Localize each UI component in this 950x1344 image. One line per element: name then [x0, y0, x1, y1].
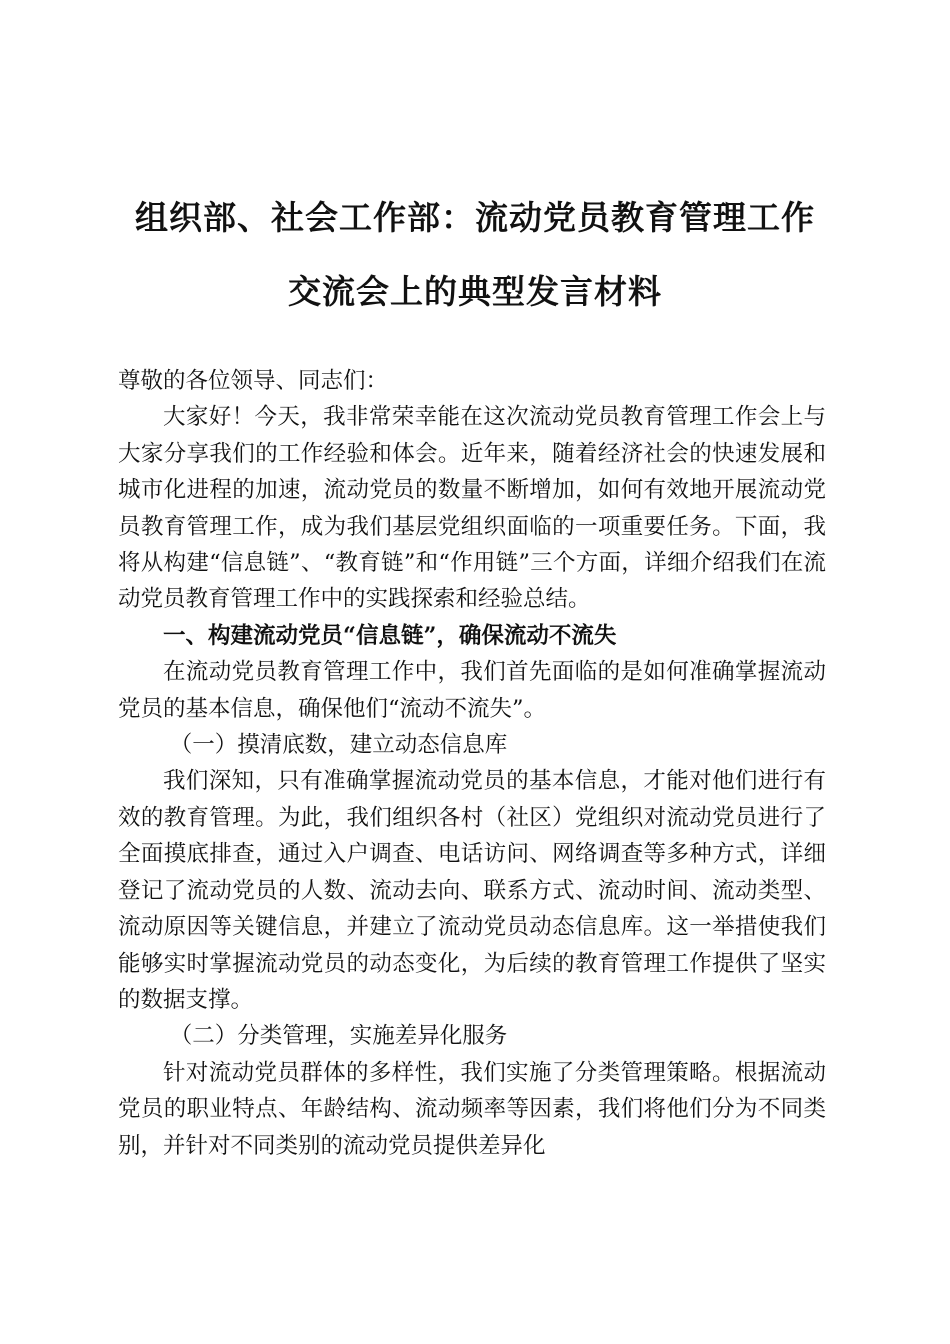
subsection-1-heading: （一）摸清底数，建立动态信息库	[169, 732, 508, 759]
salutation: 尊敬的各位领导、同志们：	[118, 368, 389, 394]
document-title-line-2: 交流会上的典型发言材料	[288, 272, 662, 311]
intro-paragraph: 大家好！今天，我非常荣幸能在这次流动党员教育管理工作会上与大家分享我们的工作经验和体会。近年来，随着经济社会的快速发展和城市化进程的加速，流动党员的数量不断增加，如何有效地开展流动党员教育管理工作，成为我们基层党组织面临的一项重要任务。下面，我将从构建“信息链”、“教育链”和“作用链”三个方面，详细介绍我们在流动党员教育管理工作中的实践探索和经验总结。	[118, 404, 826, 613]
section-1-paragraph: 在流动党员教育管理工作中，我们首先面临的是如何准确掌握流动党员的基本信息，确保他们“流动不流失”。	[118, 659, 826, 722]
document-body	[118, 363, 826, 1164]
section-1-heading: 一、构建流动党员“信息链”，确保流动不流失	[163, 622, 617, 649]
subsection-2-heading: （二）分类管理，实施差异化服务	[169, 1023, 508, 1050]
subsection-2-paragraph: 针对流动党员群体的多样性，我们实施了分类管理策略。根据流动党员的职业特点、年龄结构、流动频率等因素，我们将他们分为不同类别，并针对不同类别的流动党员提供差异化	[118, 1059, 826, 1159]
document-title-line-1: 组织部、社会工作部：流动党员教育管理工作	[135, 198, 815, 237]
subsection-1-paragraph: 我们深知，只有准确掌握流动党员的基本信息，才能对他们进行有效的教育管理。为此，我们组织各村（社区）党组织对流动党员进行了全面摸底排查，通过入户调查、电话访问、网络调查等多种方式，详细登记了流动党员的人数、流动去向、联系方式、流动时间、流动类型、流动原因等关键信息，并建立了流动党员动态信息库。这一举措使我们能够实时掌握流动党员的动态变化，为后续的教育管理工作提供了坚实的数据支撑。	[118, 768, 826, 1013]
